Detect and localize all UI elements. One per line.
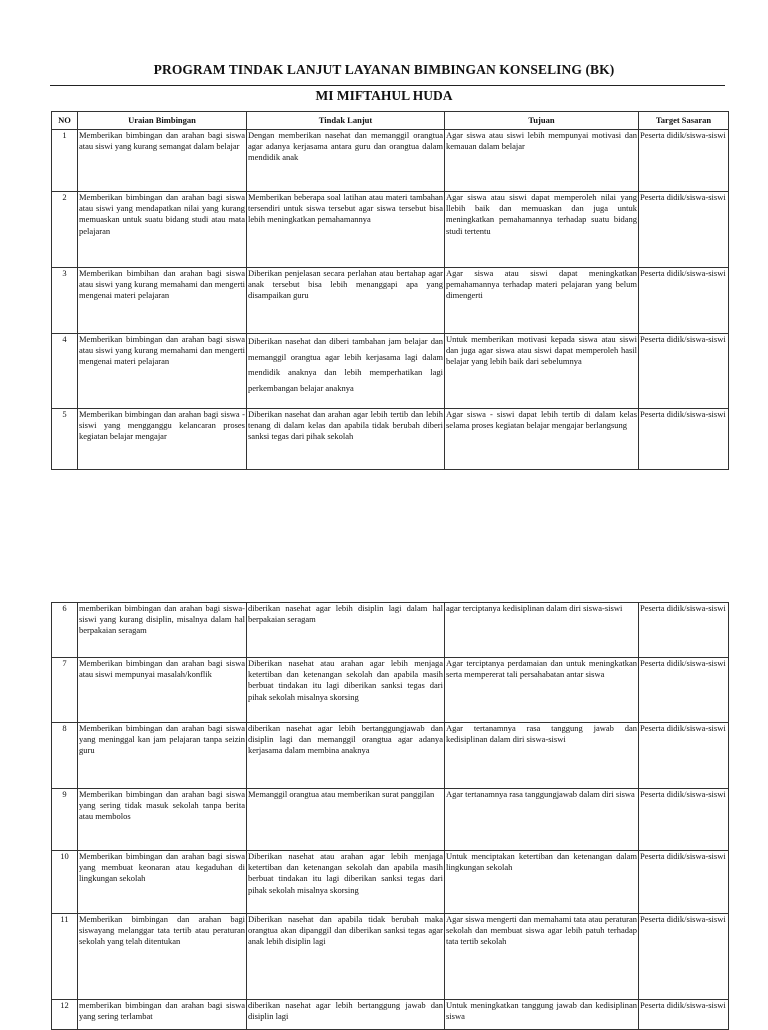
- row-tindak-lanjut: Diberikan penjelasan secara perlahan atau bertahap agar anak tersebut bisa lebih menanggapi apa yang disampaikan guru: [247, 268, 445, 334]
- row-tindak-lanjut: Diberikan nasehat atau arahan agar lebih menjaga ketertiban dan ketenangan sekolah dan apabila masih berbuat tindakan itu lagi diberikan sanksi tegas dari pihak sekolah misalnya skorsing: [247, 658, 445, 723]
- row-uraian: memberikan bimbingan dan arahan bagi siswa-siswi yang kurang disiplin, misalnya dalam hal berpakaian seragam: [78, 603, 247, 658]
- table-row: [52, 851, 729, 914]
- row-no: 6: [52, 603, 78, 658]
- row-no: 3: [52, 268, 78, 334]
- table-row: [52, 603, 729, 658]
- header-target-sasaran: Target Sasaran: [639, 112, 729, 130]
- row-target: Peserta didik/siswa-siswi: [639, 268, 729, 334]
- row-tindak-lanjut: Diberikan nasehat dan diberi tambahan jam belajar dan memanggil orangtua agar lebih kerjasama lagi dalam mendidik anaknya dan lebih memperhatikan lagi perkembangan belajar anaknya: [247, 334, 445, 409]
- row-tujuan: Untuk memberikan motivasi kepada siswa atau siswi dan juga agar siswa atau siswi dapat memperoleh hasil belajar yang lebih baik dari sebelumnya: [445, 334, 639, 409]
- row-target: Peserta didik/siswa-siswi: [639, 409, 729, 470]
- row-uraian: Memberikan bimbingan dan arahan bagi siswa atau siswi yang kurang memahami dan mengerti mengenai materi pelajaran: [78, 334, 247, 409]
- row-no: 7: [52, 658, 78, 723]
- row-no: 5: [52, 409, 78, 470]
- row-uraian: Memberikan bimbingan dan arahan bagi siswa - siswi yang mengganggu kelancaran proses kegiatan belajar mengajar: [78, 409, 247, 470]
- row-target: Peserta didik/siswa-siswi: [639, 914, 729, 1000]
- program-table-part-1: [51, 111, 729, 470]
- row-uraian: memberikan bimbingan dan arahan bagi siswa yang sering terlambat: [78, 1000, 247, 1030]
- row-tujuan: Agar siswa mengerti dan memahami tata atau peraturan sekolah dan membuat siswa agar lebih patuh terhadap tata tertib sekolah: [445, 914, 639, 1000]
- row-tindak-lanjut: diberikan nasehat agar lebih bertanggung jawab dan disiplin lagi: [247, 1000, 445, 1030]
- row-target: Peserta didik/siswa-siswi: [639, 789, 729, 851]
- row-tindak-lanjut: Diberikan nasehat dan arahan agar lebih tertib dan lebih tenang di dalam kelas dan apabila tidak berubah diberi sanksi tegas dari pihak sekolah: [247, 409, 445, 470]
- row-tujuan: Agar siswa atau siswi dapat meningkatkan pemahamannya terhadap materi pelajaran yang belum dimengerti: [445, 268, 639, 334]
- program-table-part-2: [51, 602, 729, 1030]
- header-uraian-bimbingan: Uraian Bimbingan: [78, 112, 247, 130]
- row-no: 4: [52, 334, 78, 409]
- row-tujuan: agar terciptanya kedisiplinan dalam diri siswa-siswi: [445, 603, 639, 658]
- row-target: Peserta didik/siswa-siswi: [639, 130, 729, 192]
- school-name: MI MIFTAHUL HUDA: [315, 88, 453, 103]
- row-target: Peserta didik/siswa-siswi: [639, 1000, 729, 1030]
- row-target: Peserta didik/siswa-siswi: [639, 603, 729, 658]
- row-tindak-lanjut: Diberikan nasehat atau arahan agar lebih menjaga ketertiban dan ketenangan sekolah dan apabila masih berbuat tindakan itu lagi diberikan sanksi tegas dari pihak sekolah misalnya skorsing: [247, 851, 445, 914]
- row-no: 1: [52, 130, 78, 192]
- table-row: [52, 658, 729, 723]
- table-row: [52, 268, 729, 334]
- header-no: NO: [52, 112, 78, 130]
- row-uraian: Memberikan bimbingan dan arahan bagi siswayang melanggar tata tertib atau peraturan sekolah yang telah ditentukan: [78, 914, 247, 1000]
- row-no: 11: [52, 914, 78, 1000]
- row-tujuan: Agar terciptanya perdamaian dan untuk meningkatkan serta mempererat tali persahabatan antar siswa: [445, 658, 639, 723]
- row-no: 8: [52, 723, 78, 789]
- row-tujuan: Agar siswa atau siswi dapat memperoleh nilai yang llebih baik dan memuaskan dan juga untuk meningkatkan pemahamannya terhadap suatu bidang studi tertentu: [445, 192, 639, 268]
- row-tindak-lanjut: Dengan memberikan nasehat dan memanggil orangtua agar adanya kerjasama antara guru dan orangtua dalam mendidik anak: [247, 130, 445, 192]
- row-target: Peserta didik/siswa-siswi: [639, 192, 729, 268]
- row-no: 9: [52, 789, 78, 851]
- table-row: [52, 789, 729, 851]
- title-divider: [50, 85, 725, 86]
- row-uraian: Memberikan bimbingan dan arahan bagi siswa atau siswi mempunyai masalah/konflik: [78, 658, 247, 723]
- row-tujuan: Untuk menciptakan ketertiban dan ketenangan dalam lingkungan sekolah: [445, 851, 639, 914]
- table-row: [52, 914, 729, 1000]
- table-row: [52, 130, 729, 192]
- row-tujuan: Agar tertanamnya rasa tanggungjawab dalam diri siswa: [445, 789, 639, 851]
- row-target: Peserta didik/siswa-siswi: [639, 851, 729, 914]
- table-row: [52, 334, 729, 409]
- row-uraian: Memberikan bimbingan dan arahan bagi siswa atau siswi yang mendapatkan nilai yang kurang memuaskan untuk suatu bidang studi atau mata pelajaran: [78, 192, 247, 268]
- table-row: [52, 1000, 729, 1030]
- row-no: 2: [52, 192, 78, 268]
- row-tindak-lanjut: diberikan nasehat agar lebih disiplin lagi dalam hal berpakaian seragam: [247, 603, 445, 658]
- row-target: Peserta didik/siswa-siswi: [639, 658, 729, 723]
- row-tujuan: Agar siswa atau siswi lebih mempunyai motivasi dan kemauan dalam belajar: [445, 130, 639, 192]
- row-uraian: Memberikan bimbingan dan arahan bagi siswa yang membuat keonaran atau kegaduhan di lingkungan sekolah: [78, 851, 247, 914]
- row-uraian: Memberikan bimbingan dan arahan bagi siswa atau siswi yang kurang semangat dalam belajar: [78, 130, 247, 192]
- row-tujuan: Agar siswa - siswi dapat lebih tertib di dalam kelas selama proses kegiatan belajar mengajar berlangsung: [445, 409, 639, 470]
- table-row: [52, 192, 729, 268]
- table-row: [52, 723, 729, 789]
- header-tindak-lanjut: Tindak Lanjut: [247, 112, 445, 130]
- row-tujuan: Agar tertanamnya rasa tanggung jawab dan kedisiplinan dalam diri siswa-siswi: [445, 723, 639, 789]
- row-tindak-lanjut: diberikan nasehat agar lebih bertanggungjawab dan disiplin lagi dan memanggil orangtua agar adanya kerjasama dalam membina anaknya: [247, 723, 445, 789]
- row-target: Peserta didik/siswa-siswi: [639, 334, 729, 409]
- table-header-row: [52, 112, 729, 130]
- row-uraian: Memberikan bimbihan dan arahan bagi siswa atau siswi yang kurang memahami dan mengerti mengenai materi pelajaran: [78, 268, 247, 334]
- row-tindak-lanjut: Diberikan nasehat dan apabila tidak berubah maka orangtua akan dipanggil dan diberikan sanksi tegas agar anak lebih disiplin lagi: [247, 914, 445, 1000]
- row-uraian: Memberikan bimbingan dan arahan bagi siswa yang meninggal kan jam pelajaran tanpa seizin guru: [78, 723, 247, 789]
- row-tujuan: Untuk meningkatkan tanggung jawab dan kedisiplinan siswa: [445, 1000, 639, 1030]
- row-tindak-lanjut: Memanggil orangtua atau memberikan surat panggilan: [247, 789, 445, 851]
- row-target: Peserta didik/siswa-siswi: [639, 723, 729, 789]
- header-tujuan: Tujuan: [445, 112, 639, 130]
- row-tindak-lanjut: Memberikan beberapa soal latihan atau materi tambahan tersendiri untuk siswa tersebut agar siswa tersebut bisa lebih meningkatkan pemahamannya: [247, 192, 445, 268]
- row-uraian: Memberikan bimbingan dan arahan bagi siswa yang sering tidak masuk sekolah tanpa berita atau membolos: [78, 789, 247, 851]
- document-title: PROGRAM TINDAK LANJUT LAYANAN BIMBINGAN KONSELING (BK): [153, 62, 615, 77]
- row-no: 10: [52, 851, 78, 914]
- table-row: [52, 409, 729, 470]
- row-no: 12: [52, 1000, 78, 1030]
